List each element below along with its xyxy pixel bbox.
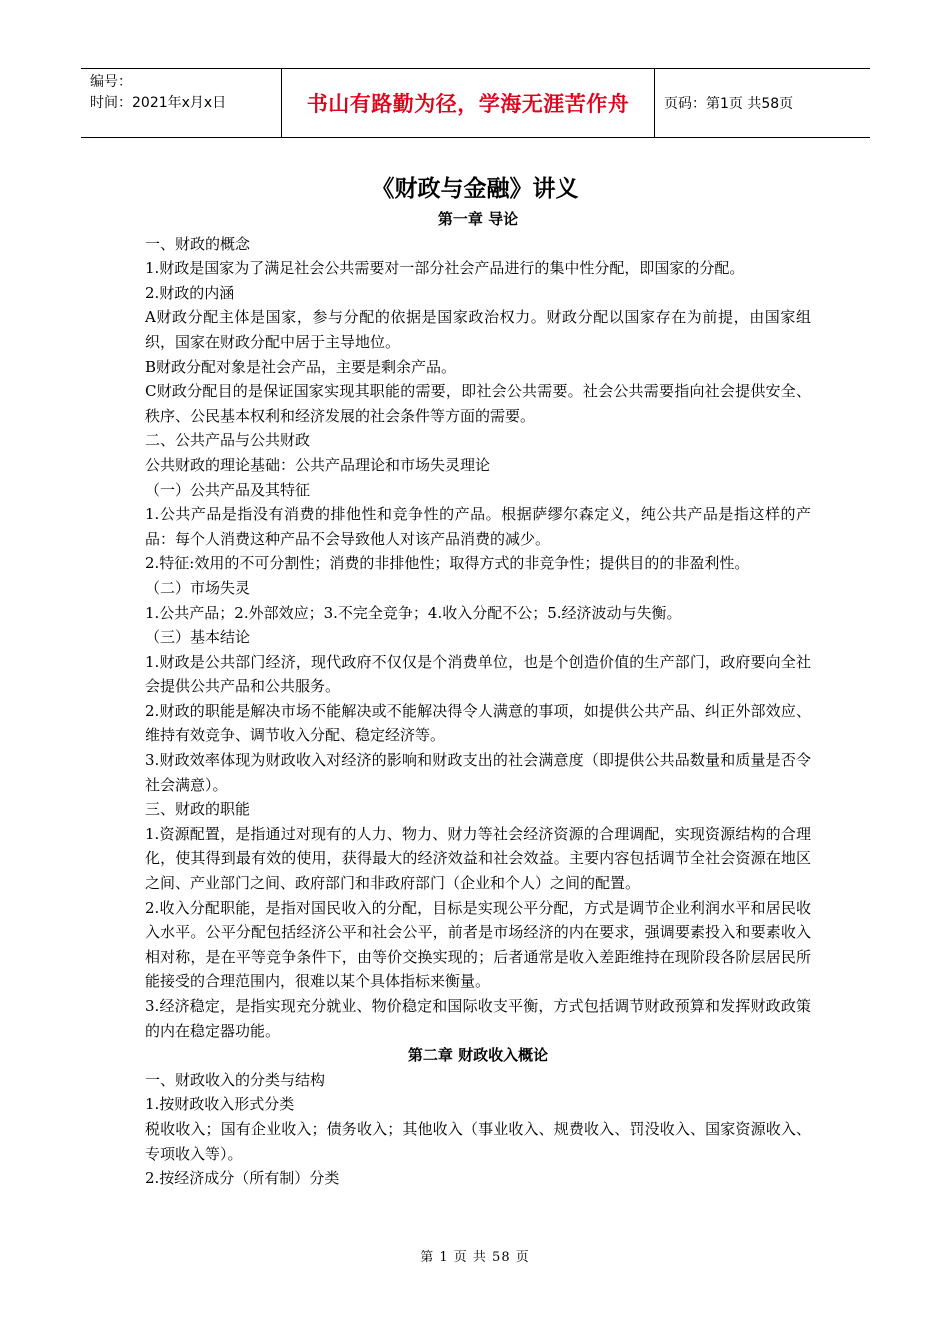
paragraph: A财政分配主体是国家，参与分配的依据是国家政治权力。财政分配以国家存在为前提，由国家组织，国家在财政分配中居于主导地位。 — [145, 308, 811, 351]
paragraph: C财政分配目的是保证国家实现其职能的需要，即社会公共需要。社会公共需要指向社会提供安全、秩序、公民基本权利和经济发展的社会条件等方面的需要。 — [145, 382, 811, 425]
paragraph: 1.财政是公共部门经济，现代政府不仅仅是个消费单位，也是个创造价值的生产部门，政府要向全社会提供公共产品和公共服务。 — [145, 652, 811, 696]
paragraph: 1.财政是国家为了满足社会公共需要对一部分社会产品进行的集中性分配，即国家的分配。 — [145, 259, 745, 278]
section-heading: 一、财政收入的分类与结构 — [145, 1070, 326, 1089]
chapter-heading: 第一章 导论 — [437, 210, 519, 228]
paragraph: 1.资源配置，是指通过对现有的人力、物力、财力等社会经济资源的合理调配，实现资源结构的合理化，使其得到最有效的使用，获得最大的经济效益和社会效益。主要内容包括调节全社会资源在地区之间、产业部门之间、政府部门和非政府部门（企业和个人）之间的配置。 — [145, 824, 811, 893]
header-left-cell — [81, 69, 281, 137]
paragraph: 2.财政的内涵 — [145, 283, 235, 302]
paragraph: 2.按经济成分（所有制）分类 — [145, 1169, 340, 1188]
paragraph: 2.财政的职能是解决市场不能解决或不能解决得令人满意的事项，如提供公共产品、纠正外部效应、维持有效竞争、调节收入分配、稳定经济等。 — [145, 701, 811, 745]
chapter-heading: 第二章 财政收入概论 — [407, 1046, 549, 1065]
section-heading: 一、财政的概念 — [145, 234, 251, 253]
paragraph: 1.按财政收入形式分类 — [145, 1095, 295, 1114]
subsection-heading: （二）市场失灵 — [145, 578, 251, 597]
paragraph: 3.经济稳定，是指实现充分就业、物价稳定和国际收支平衡，方式包括调节财政预算和发挥财政政策的内在稳定器功能。 — [145, 997, 811, 1040]
subsection-heading: （一）公共产品及其特征 — [145, 480, 311, 499]
document-body — [145, 207, 811, 1191]
header-table — [81, 68, 870, 138]
paragraph: 2.收入分配职能，是指对国民收入的分配，目标是实现公平分配，方式是调节企业利润水平和居民收入水平。公平分配包括经济公平和社会公平，前者是市场经济的内在要求，强调要素投入和要素收入相对称，是在平等竞争条件下，由等价交换实现的；后者通常是收入差距维持在现阶段各阶层居民所能接受的合理范围内，很难以某个具体指标来衡量。 — [145, 898, 811, 991]
subsection-heading: （三）基本结论 — [145, 628, 251, 647]
number-label: 编号： — [90, 74, 132, 90]
paragraph: 1.公共产品是指没有消费的排他性和竞争性的产品。根据萨缪尔森定义，纯公共产品是指这样的产品：每个人消费这种产品不会导致他人对该产品消费的减少。 — [145, 505, 811, 548]
paragraph: 1.公共产品；2.外部效应；3.不完全竞争；4.收入分配不公；5.经济波动与失衡。 — [145, 603, 682, 622]
paragraph: 税收收入；国有企业收入；债务收入；其他收入（事业收入、规费收入、罚没收入、国家资源收入、专项收入等）。 — [145, 1119, 811, 1163]
document-title: 《财政与金融》讲义 — [371, 176, 579, 202]
paragraph: 2.特征:效用的不可分割性；消费的非排他性；取得方式的非竞争性；提供目的的非盈利性。 — [145, 554, 750, 573]
section-heading: 三、财政的职能 — [145, 800, 251, 819]
time-label: 时间：2021年x月x日 — [90, 95, 227, 111]
paragraph: 3.财政效率体现为财政收入对经济的影响和财政支出的社会满意度（即提供公共品数量和质量是否令社会满意）。 — [145, 751, 811, 794]
page-footer: 第 1 页 共 58 页 — [420, 1250, 530, 1265]
page-label: 页码：第1页 共58页 — [664, 96, 794, 112]
section-heading: 二、公共产品与公共财政 — [145, 431, 311, 450]
motto: 书山有路勤为径，学海无涯苦作舟 — [281, 69, 655, 137]
paragraph: B财政分配对象是社会产品，主要是剩余产品。 — [145, 357, 457, 376]
paragraph: 公共财政的理论基础：公共产品理论和市场失灵理论 — [145, 455, 491, 474]
